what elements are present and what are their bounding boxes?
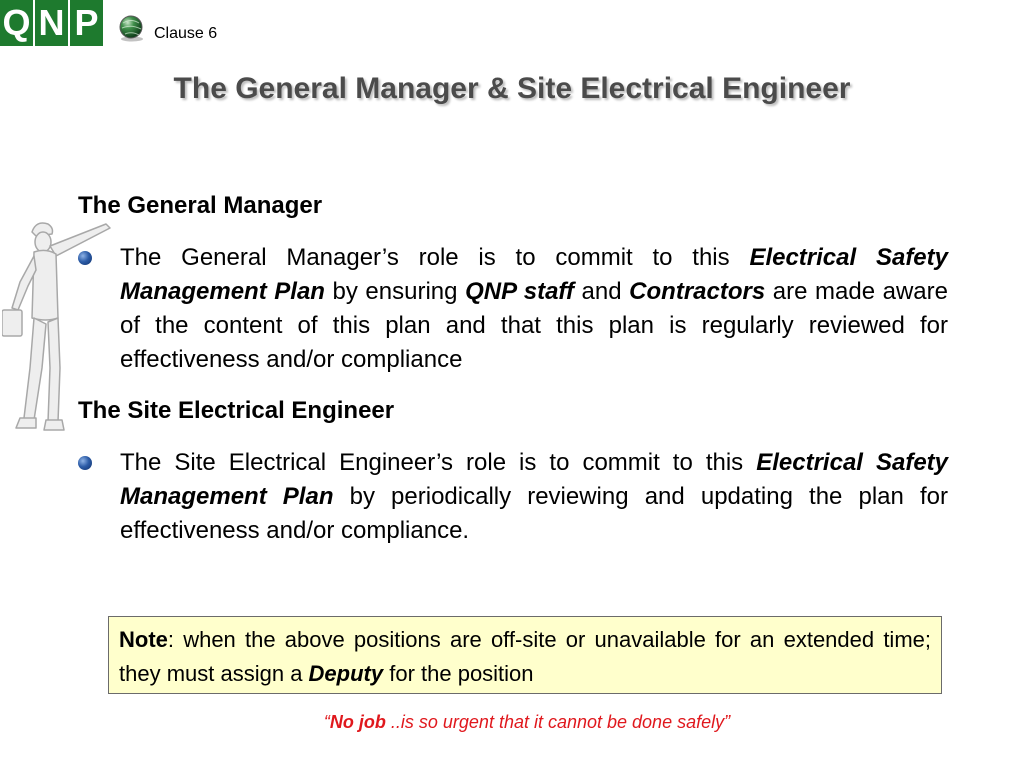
site-electrical-engineer-paragraph: The Site Electrical Engineer’s role is to commit to this Electrical Safety Management Plan by periodically reviewing and updating the plan for effectiveness and/or compliance. <box>120 449 949 544</box>
note-deputy: Deputy <box>308 661 384 686</box>
safety-quote: “No job ..is so urgent that it cannot be done safely” <box>323 712 731 732</box>
logo-letter-n: N <box>35 0 68 46</box>
quote-emphasis: No job <box>329 712 386 732</box>
bullet-icon <box>78 251 92 265</box>
section-heading-general-manager: The General Manager <box>78 192 323 219</box>
logo-letter-q: Q <box>0 0 33 46</box>
note-box <box>108 616 942 694</box>
logo-letter-p: P <box>70 0 103 46</box>
page-title: The General Manager & Site Electrical Engineer <box>173 72 851 105</box>
general-manager-paragraph: The General Manager’s role is to commit to this Electrical Safety Management Plan by ensuring QNP staff and Contractors are made aware of the content of this plan and that this plan is regularly reviewed for effectiveness and/or compliance <box>120 244 948 373</box>
note-label: Note <box>119 627 168 652</box>
bullet-icon <box>78 456 92 470</box>
section-heading-site-electrical-engineer: The Site Electrical Engineer <box>78 397 395 424</box>
note-text-end: for the position <box>383 661 534 686</box>
qnp-logo <box>0 0 103 48</box>
note-text: : when the above positions are off-site or unavailable for an extended time; they must assign a <box>119 627 931 686</box>
clause-label: Clause 6 <box>154 25 218 42</box>
globe-icon <box>117 14 147 42</box>
